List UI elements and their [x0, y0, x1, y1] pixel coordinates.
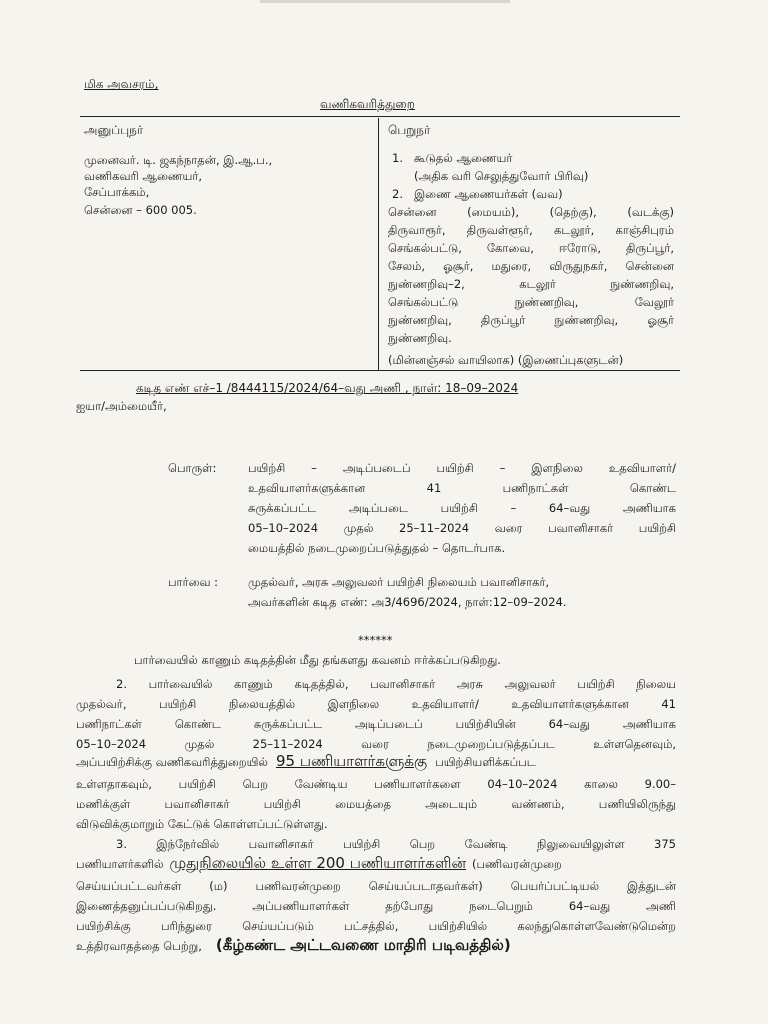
recipient-line: சேலம், ஓசூர், மதுரை, விருதுநகர், சென்னை	[388, 259, 674, 273]
sender-line: சேப்பாக்கம்,	[84, 185, 150, 199]
letter-reference: கடித எண் எச்–1 /8444115/2024/64–வது அணி , நாள்: 18–09–2024	[136, 381, 519, 395]
reference-line: அவர்களின் கடித எண்: அ3/4696/2024, நாள்:12–09–2024.	[248, 595, 567, 609]
sender-heading: அனுப்புநர்	[84, 123, 144, 137]
recipient-line: நுண்ணறிவு–2, கடலூர் நுண்ணறிவு,	[388, 277, 674, 291]
paragraph-1: பார்வையில் காணும் கடிதத்தின் மீது தங்களது கவனம் ஈர்க்கப்படுகிறது.	[134, 653, 501, 667]
subject-line: உதவியாளர்களுக்கான 41 பணிநாட்கள் கொண்ட	[248, 481, 676, 495]
subject-line: பயிற்சி – அடிப்படைப் பயிற்சி – இளநிலை உதவியாளர்/	[248, 461, 676, 475]
recipient-note: (மின்னஞ்சல் வாயிலாக) (இணைப்புகளுடன்)	[388, 353, 624, 367]
separator-stars: ******	[358, 633, 393, 647]
recipient-item-number: 2.	[392, 187, 403, 201]
sender-line: சென்னை – 600 005.	[84, 203, 197, 217]
recipient-item-subtitle: (அதிக வரி செலுத்துவோர் பிரிவு)	[414, 169, 589, 183]
paragraph-line	[76, 854, 676, 872]
text-run: உத்திரவாதத்தை பெற்று,	[76, 939, 202, 953]
text-run: (பணிவரன்முறை	[472, 857, 562, 871]
highlight-95-staff: 95 பணியாளர்களுக்கு	[275, 752, 428, 770]
table-bottom-rule	[80, 370, 680, 371]
paragraph-line: உள்ளதாகவும், பயிற்சி பெற வேண்டிய பணியாளர்களை 04–10–2024 காலை 9.00–	[76, 777, 676, 791]
highlight-200-staff: முதுநிலையில் உள்ள 200 பணியாளர்களின்	[169, 854, 466, 872]
paragraph-line: முதல்வர், பயிற்சி நிலையத்தில் இளநிலை உதவியாளர்/ உதவியாளர்களுக்கான 41	[76, 697, 676, 711]
subject-label: பொருள்:	[168, 461, 217, 475]
text-run: பயிற்சியளிக்கப்பட	[435, 755, 536, 769]
sender-line: முனைவர். டி. ஜகந்நாதன், இ.ஆ.ப.,	[84, 153, 273, 167]
recipient-item-title: கூடுதல் ஆணையர்	[414, 151, 513, 165]
text-run: அப்பயிற்சிக்கு வணிகவரித்துறையில்	[76, 755, 268, 769]
recipient-item-number: 1.	[392, 151, 403, 165]
paragraph-line: 3. இந்நேர்வில் பவானிசாகர் பயிற்சி பெற வேண்டி நிலுவையிலுள்ள 375	[116, 837, 676, 851]
subject-line: மையத்தில் நடைமுறைப்படுத்துதல் – தொடர்பாக.	[248, 541, 506, 555]
text-run: பணியாளர்களில்	[76, 857, 164, 871]
reference-label: பார்வை :	[168, 575, 218, 589]
paragraph-line: இணைத்தனுப்பப்படுகிறது. அப்பணியாளர்கள் தற்போது நடைபெறும் 64–வது அணி	[76, 899, 676, 913]
paragraph-line: 05–10–2024 முதல் 25–11–2024 வரை நடைமுறைப்படுத்தப்பட உள்ளதெனவும்,	[76, 737, 676, 751]
reference-line: முதல்வர், அரசு அலுவலர் பயிற்சி நிலையம் பவானிசாகர்,	[248, 575, 550, 589]
top-edge-mark	[260, 0, 510, 3]
recipient-line: சென்னை (மையம்), (தெற்கு), (வடக்கு)	[388, 205, 674, 219]
paragraph-line	[76, 752, 676, 770]
paragraph-line	[76, 936, 676, 954]
salutation: ஐயா/அம்மையீர்,	[76, 399, 167, 413]
paragraph-line: பணிநாட்கள் கொண்ட சுருக்கப்பட்ட அடிப்படைப் பயிற்சியின் 64–வது அணியாக	[76, 717, 676, 731]
subject-line: 05–10–2024 முதல் 25–11–2024 வரை பவானிசாகர் பயிற்சி	[248, 521, 676, 535]
paragraph-line: பயிற்சிக்கு பரிந்துரை செய்யப்படும் பட்சத்தில், பயிற்சியில் கலந்துகொள்ளவேண்டுமென்ற	[76, 919, 676, 933]
recipient-line: நுண்ணறிவு, திருப்பூர் நுண்ணறிவு, ஓசூர்	[388, 313, 674, 327]
department-title: வணிகவரித்துறை	[320, 97, 415, 111]
table-divider	[378, 118, 379, 370]
highlight-table-format: (கீழ்கண்ட அட்டவணை மாதிரி படிவத்தில்)	[215, 936, 511, 954]
recipient-item-title: இணை ஆணையர்கள் (வவ)	[414, 187, 563, 201]
subject-line: சுருக்கப்பட்ட அடிப்படை பயிற்சி – 64–வது அணியாக	[248, 501, 676, 515]
recipient-line: திருவாரூர், திருவள்ளூர், கடலூர், காஞ்சிபுரம்	[388, 223, 674, 237]
recipient-line: செங்கல்பட்டு நுண்ணறிவு, வேலூர்	[388, 295, 674, 309]
paragraph-line: விடுவிக்குமாறும் கேட்டுக் கொள்ளப்பட்டுள்ளது.	[76, 817, 328, 831]
paragraph-line: 2. பார்வையில் காணும் கடிதத்தில், பவானிசாகர் அரசு அலுவலர் பயிற்சி நிலைய	[116, 677, 676, 691]
paragraph-line: செய்யப்பட்டவர்கள் (ம) பணிவரன்முறை செய்யப்படாதவர்கள்) பெயர்ப்பட்டியல் இத்துடன்	[76, 879, 676, 893]
sender-line: வணிகவரி ஆணையர்,	[84, 169, 202, 183]
paragraph-line: மணிக்குள் பவானிசாகர் பயிற்சி மையத்தை அடையும் வண்ணம், பணியிலிருந்து	[76, 797, 676, 811]
urgent-label: மிக அவசரம்,	[84, 77, 159, 91]
recipient-heading: பெறுநர்	[388, 123, 431, 137]
recipient-line: நுண்ணறிவு.	[388, 331, 452, 345]
table-top-rule	[80, 116, 680, 117]
recipient-line: செங்கல்பட்டு, கோவை, ஈரோடு, திருப்பூர்,	[388, 241, 674, 255]
